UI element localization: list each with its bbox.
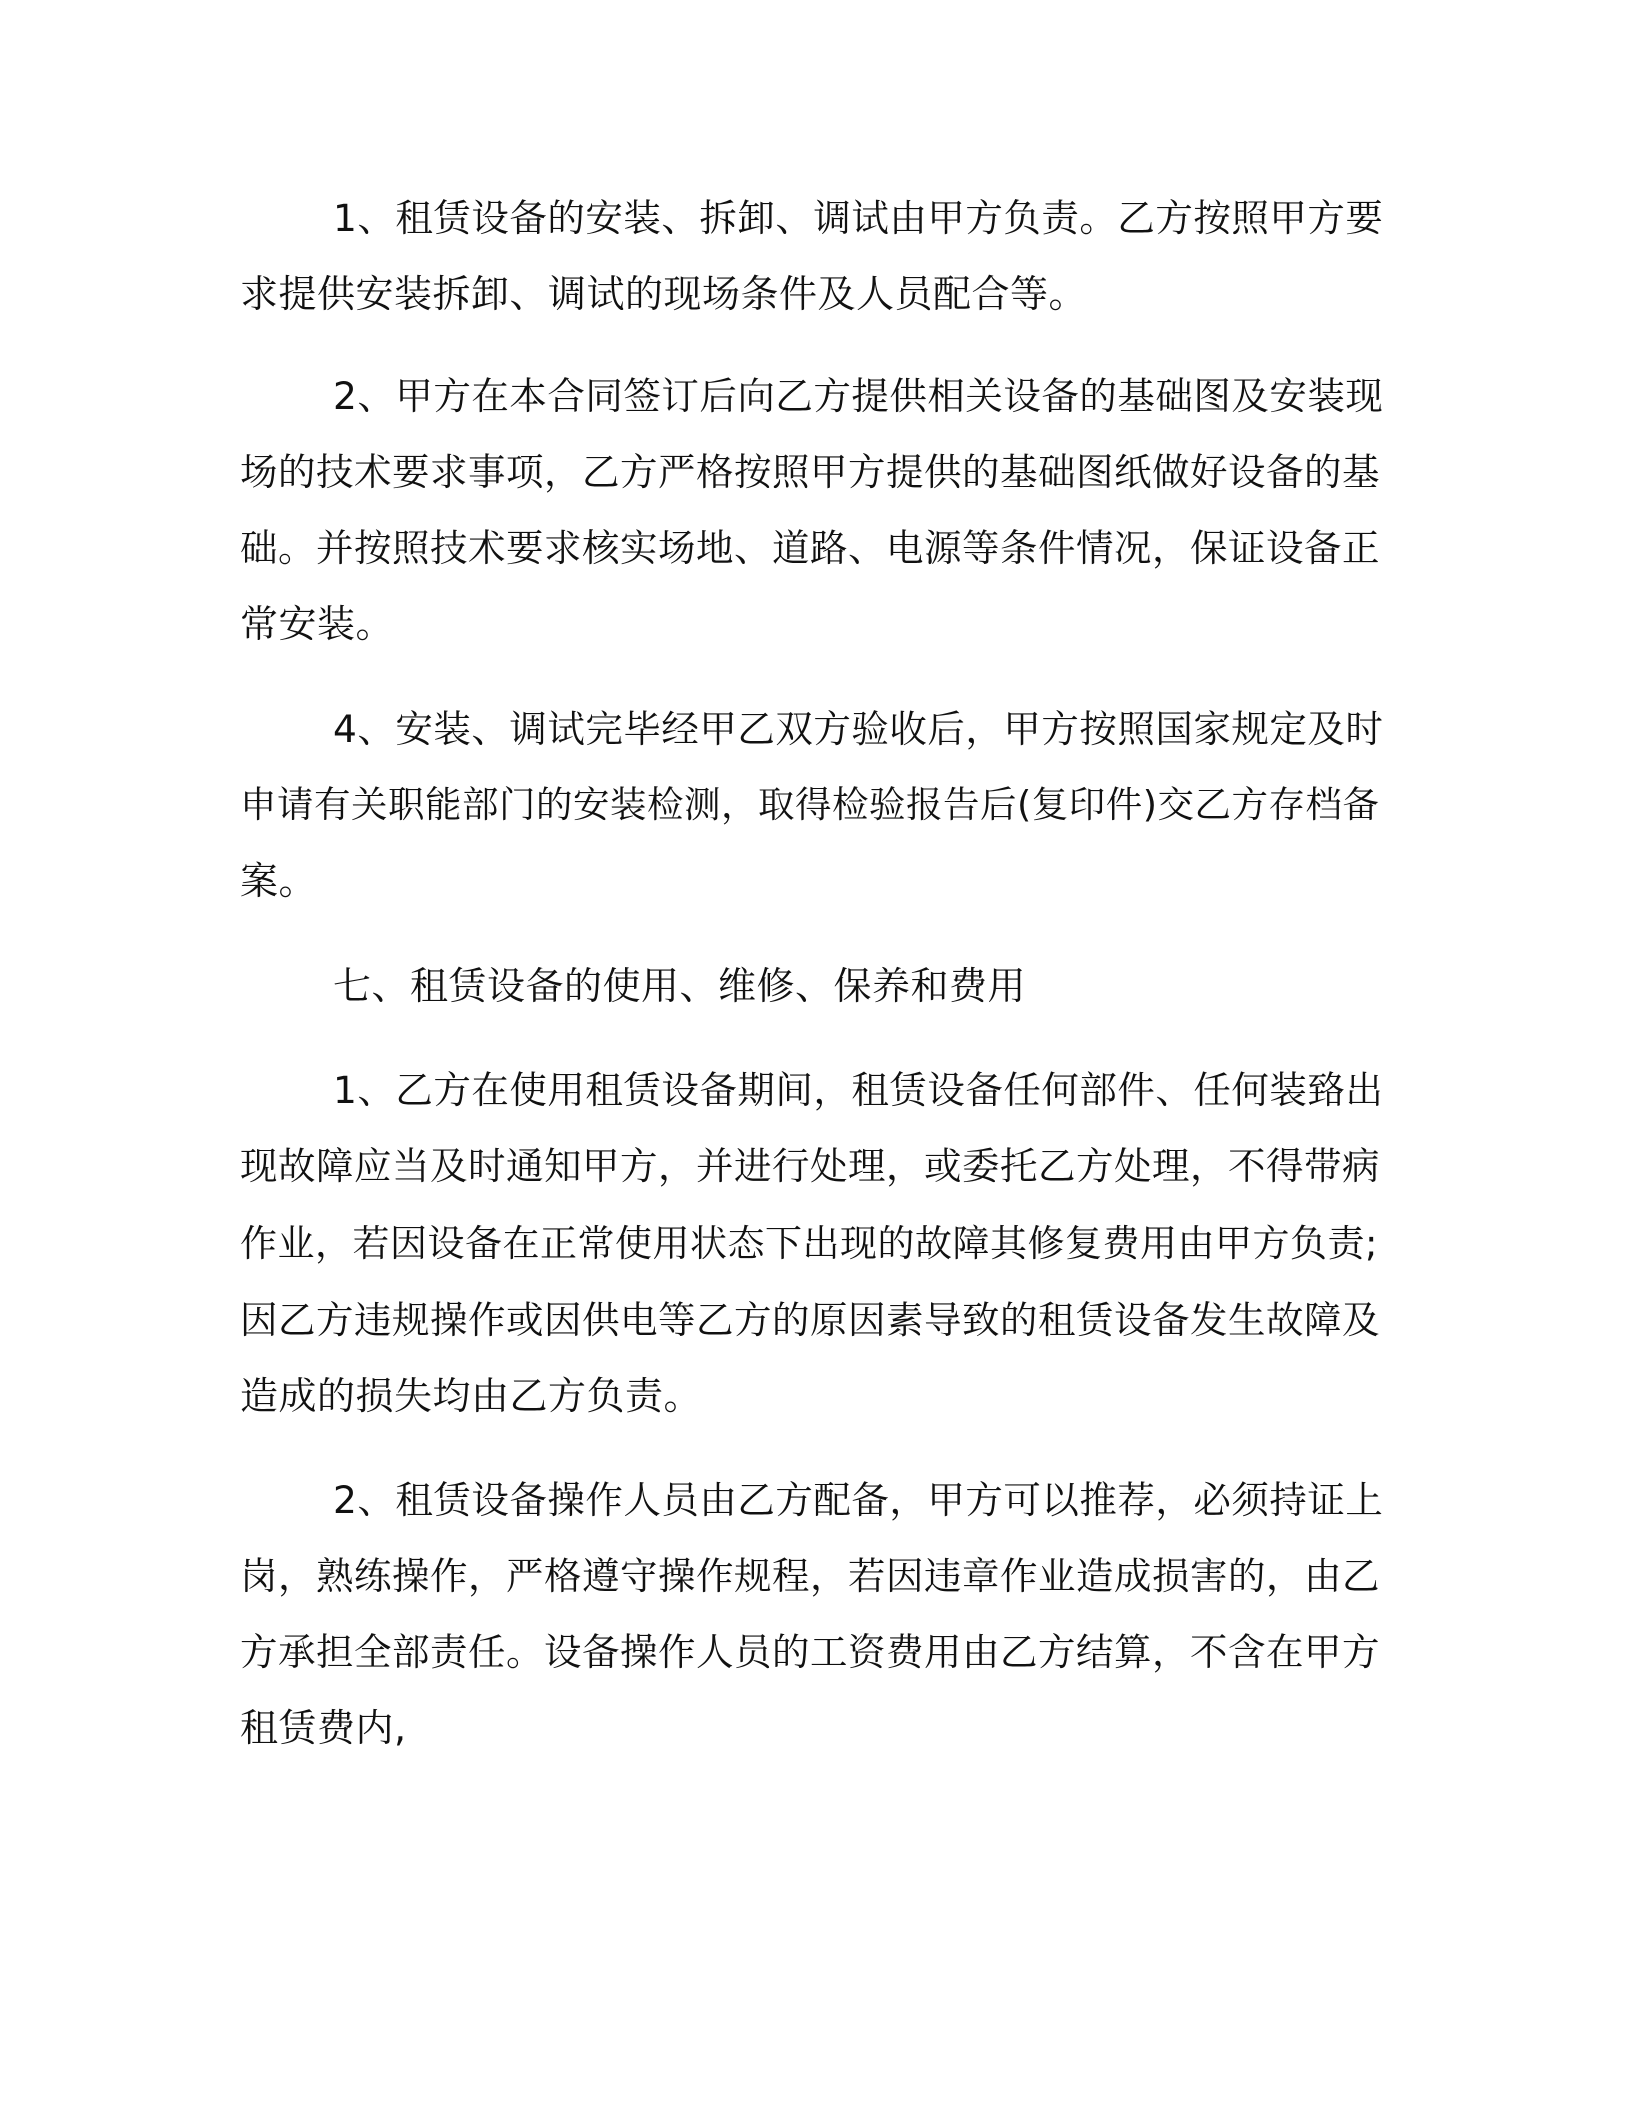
paragraph-1-line-2: 求提供安装拆卸、调试的现场条件及人员配合等。 bbox=[240, 272, 1088, 316]
paragraph-2-line-2: 场的技术要求事项，乙方严格按照甲方提供的基础图纸做好设备的基 bbox=[240, 450, 1380, 494]
paragraph-5-line-2: 现故障应当及时通知甲方，并进行处理，或委托乙方处理，不得带病 bbox=[240, 1144, 1380, 1188]
paragraph-5-line-1: 1、乙方在使用租赁设备期间，租赁设备任何部件、任何装臵出 bbox=[333, 1068, 1384, 1112]
paragraph-6-line-4: 租赁费内, bbox=[240, 1706, 407, 1750]
paragraph-5-line-5: 造成的损失均由乙方负责。 bbox=[240, 1374, 703, 1418]
paragraph-2-line-3: 础。并按照技术要求核实场地、道路、电源等条件情况，保证设备正 bbox=[240, 526, 1380, 570]
paragraph-2-line-1: 2、甲方在本合同签订后向乙方提供相关设备的基础图及安装现 bbox=[333, 374, 1384, 418]
paragraph-3-line-1: 4、安装、调试完毕经甲乙双方验收后，甲方按照国家规定及时 bbox=[333, 707, 1384, 751]
paragraph-5-line-4: 因乙方违规操作或因供电等乙方的原因素导致的租赁设备发生故障及 bbox=[240, 1298, 1380, 1342]
section-heading: 七、租赁设备的使用、维修、保养和费用 bbox=[333, 964, 1027, 1008]
paragraph-5-line-3: 作业，若因设备在正常使用状态下出现的故障其修复费用由甲方负责; bbox=[240, 1222, 1378, 1265]
paragraph-1-line-1: 1、租赁设备的安装、拆卸、调试由甲方负责。乙方按照甲方要 bbox=[333, 196, 1384, 240]
paragraph-6-line-2: 岗，熟练操作，严格遵守操作规程，若因违章作业造成损害的，由乙 bbox=[240, 1554, 1380, 1598]
paragraph-3-line-3: 案。 bbox=[240, 859, 318, 903]
paragraph-6-line-1: 2、租赁设备操作人员由乙方配备，甲方可以推荐，必须持证上 bbox=[333, 1478, 1384, 1522]
paragraph-2-line-4: 常安装。 bbox=[240, 602, 395, 646]
paragraph-3-line-2: 申请有关职能部门的安装检测，取得检验报告后(复印件)交乙方存档备 bbox=[240, 783, 1380, 826]
paragraph-6-line-3: 方承担全部责任。设备操作人员的工资费用由乙方结算，不含在甲方 bbox=[240, 1630, 1380, 1674]
